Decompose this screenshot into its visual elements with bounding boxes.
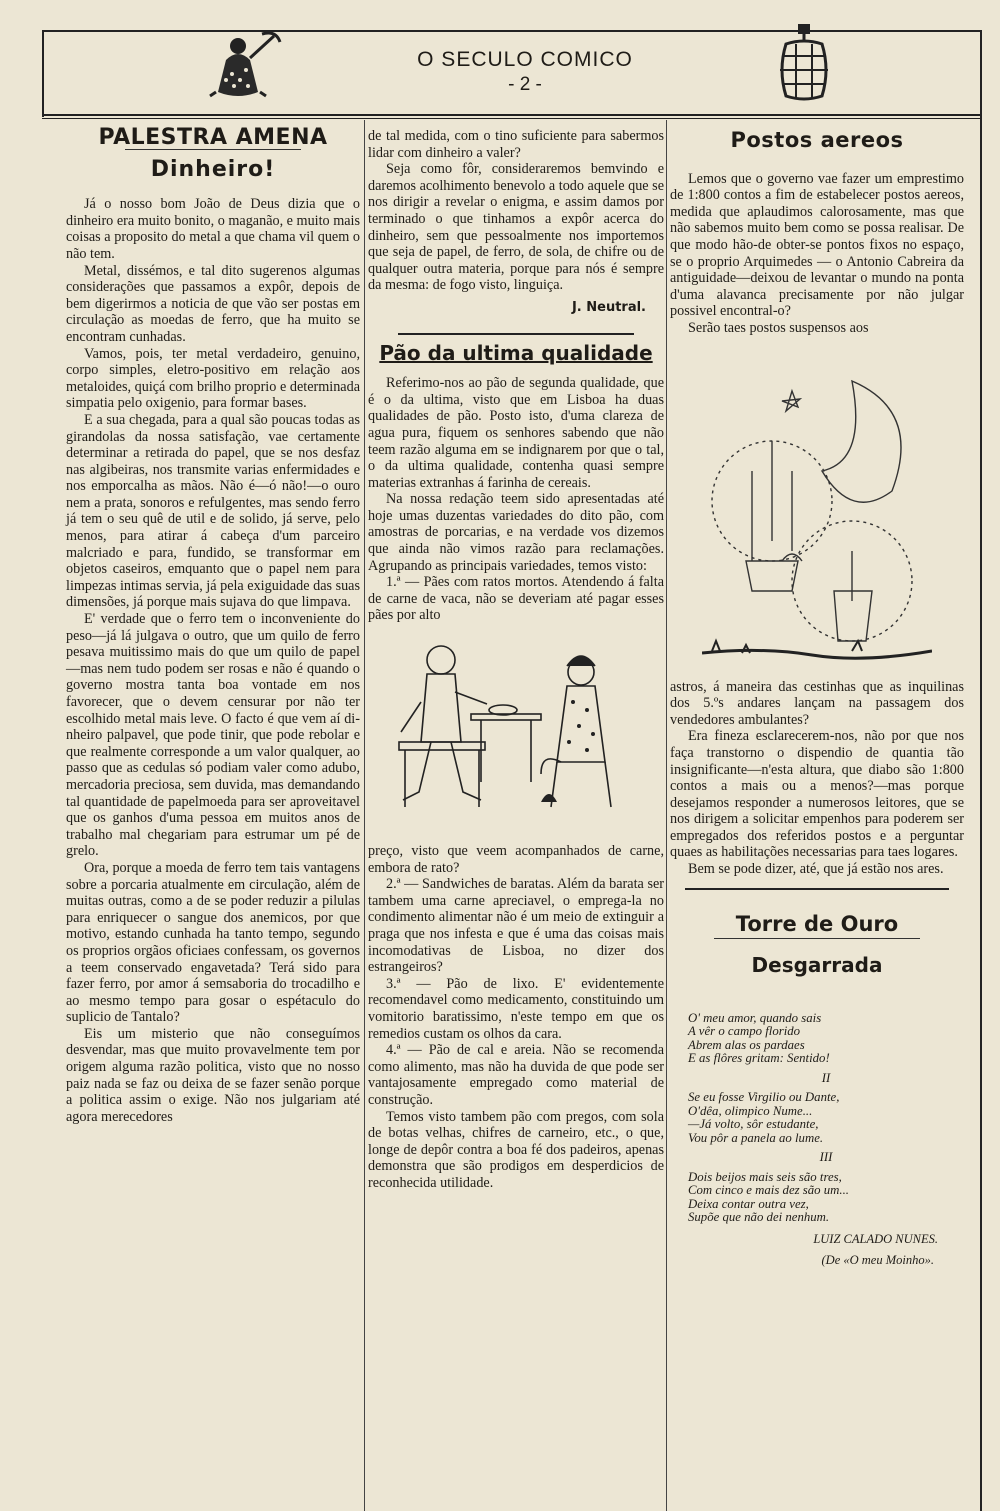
poem-line: Abrem alas os pardaes (688, 1037, 805, 1052)
paragraph: 4.ª — Pão de cal e areia. Não se recomenda como alimento, mas não ha duvida de que pode ser vantajosamente empregado como material de construção. (368, 1042, 664, 1108)
column-1 (66, 125, 360, 1125)
poem-line: Vou pôr a panela ao lume. (688, 1130, 824, 1145)
article-title: Postos aereos (730, 128, 904, 152)
paragraph: E' verdade que o ferro tem o inconveniente do peso—já lá julgava o outro, que um quilo de ferro pesava muitissimo mais do que um quilo de papel —mas nem tudo podem ser rosas e não é quando o governo mostra tanta boa vontade em nos favorecer, que o devem censurar por não ter escolhido metal mais leve. O facto é que vem aí dinheiro palpavel, que pode tinir, que pode rebolar e que realmente corresponde a um valor qualquer, ao passo que as cedulas só podiam valer como adubo, mercadoria preciosa, sem duvida, mas demandando tal quantidade de papelmoeda para ser aproveitavel que os ganhos d'uma pessoa em muitos anos de trabalho mal chegariam para estrumar um pé de grelo. (66, 611, 360, 860)
diners-illustration-icon (391, 632, 641, 837)
paragraph: Seja como fôr, consideraremos bemvindo e daremos acolhimento benevolo a todo aquele que se nos dirigir a revelar o enigma, e assim damos por terminado o que tinhamos a expôr acerca do dinheiro, sem que pessoalmente nos importemos que seja de papel, de ferro, de sola, de chifre ou de qualquer outra materia, porque para nós é sempre da mesma: de fogo visto, linguiça. (368, 161, 664, 294)
section-heading-rule (714, 938, 920, 939)
moon-balloon-illustration-icon (702, 351, 932, 669)
paragraph: 3.ª — Pão de lixo. E' evidentemente recomendavel como medicamento, constituindo um vomitorio baratissimo, n'este tempo em que os remedios custam os olhos da cara. (368, 975, 664, 1042)
paragraph: preço, visto que veem acompanhados de carne, embora de rato? (368, 843, 664, 876)
paragraph: 2.ª — Sandwiches de baratas. Além da barata ser tambem uma carne apreciavel, o emprega-la no condimento alimentar não é um meio de extinguir a praga que nos infesta e que é uma das coisas mais incomodativas de Lisboa, no dizer dos estrangeiros? (368, 876, 664, 976)
paragraph: E a sua chegada, para a qual são poucas todas as girandolas da nossa satisfação, vae certamente determinar a retirada do papel, que se nos desfaz nas algibeiras, nos transmite varias enfermidades e nos emporcalha as mãos. Não é—ó não!—o ouro nem a prata, sonoros e refulgentes, mas sendo ferro já tem o seu quê de util e de solido, já serve, pelo menos, para atirar á cabeça d'um parceiro malcriado e para, fundido, se transformar em objetos caseiros, emquanto que o papel nem para limpezas intimas servia, já pela exiguidade das suas dimensões, já porque mais sujava do que limpava. (66, 411, 360, 611)
article-title: Pão da ultima qualidade (379, 340, 653, 365)
poem-line: A vêr o campo florido (688, 1024, 801, 1039)
poem-source: (De «O meu Moinho». (821, 1253, 934, 1268)
column-rule-2 (666, 120, 667, 1511)
poem-line: Dois beijos mais seis são tres, (688, 1169, 842, 1184)
barrel-ornament-icon (776, 22, 832, 102)
page-right-border (980, 30, 982, 1511)
column-rule-1 (364, 120, 365, 1511)
page-number: - 2 - (508, 74, 542, 95)
poem-line: O' meu amor, quando sais (688, 1010, 822, 1025)
masthead-title: O SECULO COMICO (417, 48, 633, 71)
header-rule (42, 114, 982, 116)
paragraph: Temos visto tambem pão com pregos, com sola de botas velhas, chifres de carneiro, etc., o que, longe de depôr contra a boa fé dos padeiros, apenas demonstra que são prodigos em desperdicios de reconhecida utilidade. (368, 1108, 664, 1191)
paragraph: Ora, porque a moeda de ferro tem tais vantagens sobre a porcaria atualmente em circulação, além de muitas outras, como a de se poder reduzir a pilulas para enriquecer o sangue dos anemicos, por que motivo, estando cunhada ha tanto tempo, segundo os proprios orgãos oficiaes confessam, os governos a teem conservado engavetada? Terá sido para fazer ferro, por amor á semsaboria do trocadilho e ao mesmo tempo para gosar o espétaculo do suplicio de Tantalo? (66, 859, 360, 1026)
paragraph: 1.ª — Pães com ratos mortos. Atendendo á falta de carne de vaca, não se deveriam até pagar esses pães por alto (368, 574, 664, 624)
column-2 (368, 128, 664, 1192)
poem-line: E as flôres gritam: Sentido! (688, 1051, 830, 1066)
poem (670, 1012, 964, 1268)
article-title: Dinheiro! (150, 156, 276, 182)
header-rule-thin (42, 118, 982, 119)
poem-line: —Já volto, sôr estudante, (688, 1117, 819, 1132)
article-divider (685, 888, 950, 890)
section-heading: PALESTRA AMENA (98, 125, 328, 150)
paragraph: Serão taes postos suspensos aos (688, 319, 869, 336)
paragraph: Lemos que o governo vae fazer um emprestimo de 1:800 contos a fim de estabelecer postos aereos, medida que aplaudimos calorosamente, mas que não sabemos muito bem como se possa realisar. De que modo hão-de obter-se pontos fixos no espaço, se o proprio Arquimedes — o Antonio Cabreira da antiguidade—deixou de levantar o mundo na ponta d'uma alavanca precisamente por não julgar possivel encontral-o? (670, 170, 964, 320)
paragraph: Bem se pode dizer, até, que já estão nos ares. (688, 861, 944, 878)
paragraph: de tal medida, com o tino suficiente para sabermos lidar com dinheiro a valer? (368, 128, 664, 161)
girl-ornament-icon (196, 30, 286, 102)
paragraph: Já o nosso bom João de Deus dizia que o dinheiro era muito bonito, o maganão, e muito mais coisas a proposito do metal a que chama vil quem o não tem. (66, 196, 360, 262)
poem-line: O'dêa, olimpico Nume... (688, 1103, 813, 1118)
stanza-number: II (821, 1070, 831, 1085)
paragraph: Era fineza esclarecerem-nos, não por que nos faça transtorno o dispendio de quantia tão insignificante—n'esta altura, que diabo são 1:800 contos a mais ou a menos?—mas porque desejamos responder a numerosos leitores, que se nos dirigem a solicitar empenhos para poderem ser empregados dos referidos postos e a perguntar quaes as habilitações necessarias para taes logares. (670, 728, 964, 861)
paragraph: Vamos, pois, ter metal verdadeiro, genuino, corpo simples, eletro-positivo em relação aos metaloides, quiçá com brilho proprio e determinada simpatia pelo oxigenio, para formar bases. (66, 345, 360, 412)
paragraph: Metal, dissémos, e tal dito sugerenos algumas considerações que passamos a expôr, depois de bem digerirmos a noticia de que vão ser postas em circulação as moedas de ferro, que ha muito se encontram cunhadas. (66, 262, 360, 345)
poem-line: Se eu fosse Virgilio ou Dante, (688, 1090, 840, 1105)
stanza-number: III (819, 1150, 833, 1165)
poem-line: Supõe que não dei nenhum. (688, 1210, 830, 1225)
section-heading: Torre de Ouro (735, 911, 899, 936)
paragraph: Eis um misterio que não conseguímos desvendar, mas que muito provavelmente tem por origem alguma razão politica, visto que no nosso paiz nada se faz ou deixa de se fazer senão porque a politica assim o exige. Não nos julgariam até agora merecedores (66, 1025, 360, 1125)
paragraph: astros, á maneira das cestinhas que as inquilinas dos 5.ºs andares lançam na passagem dos vendedores ambulantes? (670, 678, 964, 728)
poem-author: LUIZ CALADO NUNES. (813, 1231, 938, 1246)
poem-line: Deixa contar outra vez, (688, 1196, 809, 1211)
column-3 (670, 128, 964, 1268)
poem-line: Com cinco e mais dez são um... (688, 1183, 850, 1198)
signature: J. Neutral. (571, 299, 646, 315)
paragraph: Na nossa redação teem sido apresentadas até hoje umas duzentas variedades do dito pão, com amostras de porcarias, e na verdade vos dizemos que ainda não vimos razão para reclamações. Agrupando as principais variedades, temos visto: (368, 491, 664, 574)
paragraph: Referimo-nos ao pão de segunda qualidade, que é o da ultima, visto que em Lisboa ha duas qualidades de pão. Posto isto, d'uma clareza de agua pura, fiquem os senhores sabendo que não teem razão alguma em se indignarem por que o tal, o da ultima qualidade, contenha quasi sempre materias extranhas á farinha de cereais. (368, 375, 664, 491)
poem-title: Desgarrada (751, 953, 883, 978)
article-divider (398, 333, 635, 335)
